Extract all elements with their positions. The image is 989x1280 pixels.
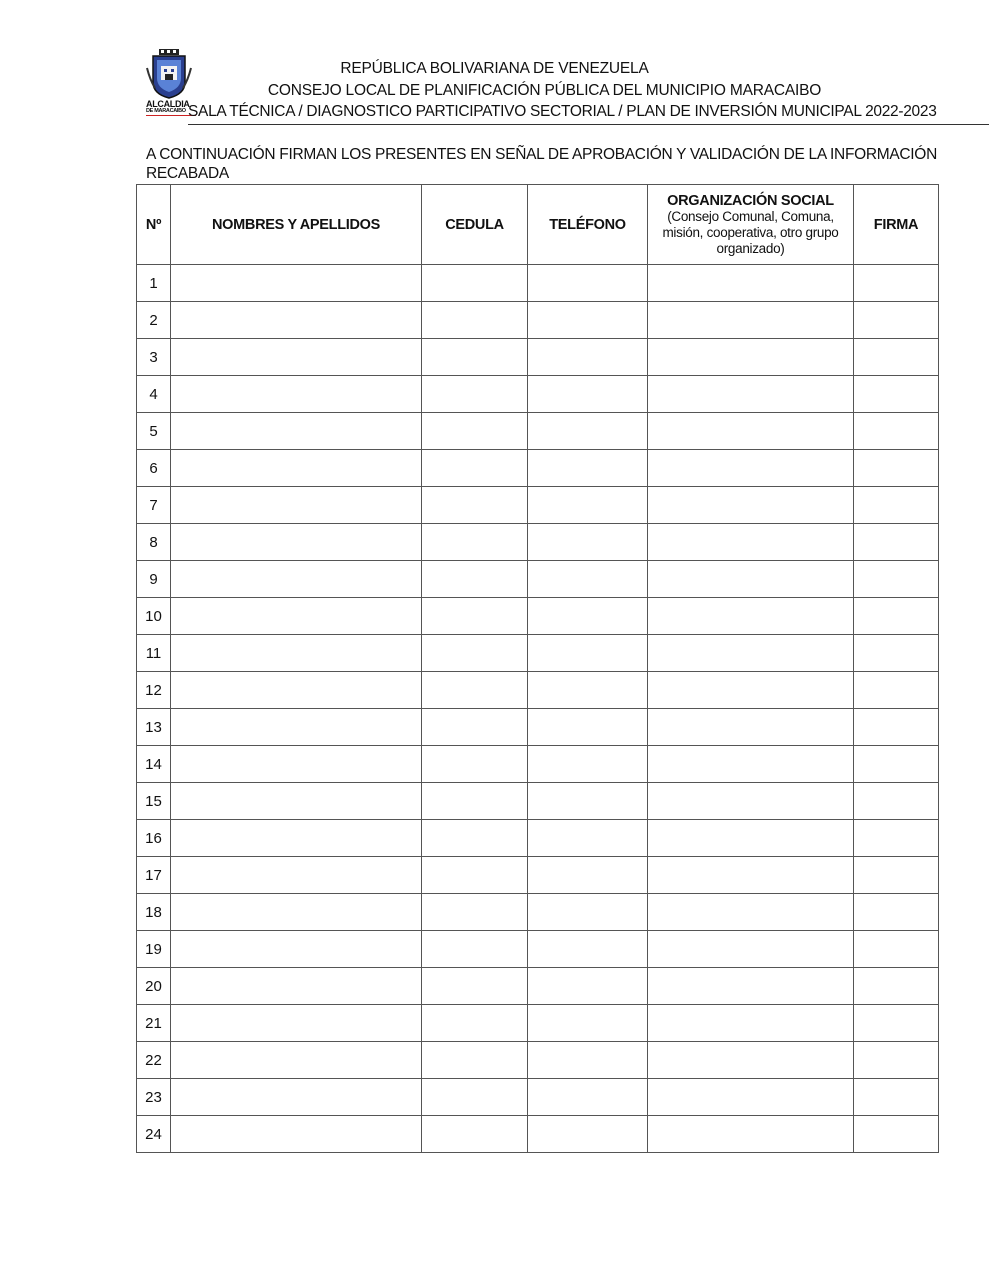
row-number: 14 (137, 746, 171, 783)
cell-org[interactable] (648, 968, 854, 1005)
cell-org[interactable] (648, 820, 854, 857)
cell-names[interactable] (171, 339, 422, 376)
cell-firma[interactable] (854, 598, 939, 635)
cell-cedula[interactable] (422, 1116, 528, 1153)
cell-cedula[interactable] (422, 857, 528, 894)
cell-org[interactable] (648, 894, 854, 931)
cell-cedula[interactable] (422, 1042, 528, 1079)
cell-firma[interactable] (854, 487, 939, 524)
cell-firma[interactable] (854, 894, 939, 931)
cell-org[interactable] (648, 1116, 854, 1153)
table-row (137, 857, 939, 894)
cell-org[interactable] (648, 487, 854, 524)
cell-firma[interactable] (854, 413, 939, 450)
cell-cedula[interactable] (422, 783, 528, 820)
cell-org[interactable] (648, 1079, 854, 1116)
cell-telefono[interactable] (528, 1079, 648, 1116)
cell-telefono[interactable] (528, 561, 648, 598)
cell-telefono[interactable] (528, 524, 648, 561)
cell-names[interactable] (171, 524, 422, 561)
cell-firma[interactable] (854, 672, 939, 709)
cell-org[interactable] (648, 339, 854, 376)
table-row (137, 339, 939, 376)
cell-names[interactable] (171, 894, 422, 931)
cell-telefono[interactable] (528, 820, 648, 857)
intro-text: A CONTINUACIÓN FIRMAN LOS PRESENTES EN SEÑAL DE APROBACIÓN Y VALIDACIÓN DE LA INFORMACIÓN RECABADA (146, 146, 937, 182)
cell-names[interactable] (171, 413, 422, 450)
cell-names[interactable] (171, 265, 422, 302)
col-num-header: Nº (137, 185, 171, 265)
cell-telefono[interactable] (528, 709, 648, 746)
row-number: 1 (137, 265, 171, 302)
cell-names[interactable] (171, 1042, 422, 1079)
table-header-row (137, 185, 939, 265)
row-number: 12 (137, 672, 171, 709)
table-row (137, 820, 939, 857)
cell-org[interactable] (648, 783, 854, 820)
row-number: 20 (137, 968, 171, 1005)
col-org-title: ORGANIZACIÓN SOCIAL (667, 192, 834, 209)
cell-firma[interactable] (854, 1005, 939, 1042)
table-row (137, 598, 939, 635)
row-number: 17 (137, 857, 171, 894)
cell-telefono[interactable] (528, 783, 648, 820)
table-row (137, 487, 939, 524)
row-number: 7 (137, 487, 171, 524)
cell-org[interactable] (648, 931, 854, 968)
cell-telefono[interactable] (528, 894, 648, 931)
cell-names[interactable] (171, 598, 422, 635)
cell-org[interactable] (648, 265, 854, 302)
cell-org[interactable] (648, 450, 854, 487)
cell-cedula[interactable] (422, 931, 528, 968)
cell-org[interactable] (648, 413, 854, 450)
col-org-detail: (Consejo Comunal, Comuna, misión, cooperativa, otro grupo organizado) (662, 208, 839, 256)
cell-org[interactable] (648, 746, 854, 783)
cell-names[interactable] (171, 635, 422, 672)
cell-names[interactable] (171, 561, 422, 598)
cell-org[interactable] (648, 598, 854, 635)
cell-cedula[interactable] (422, 561, 528, 598)
cell-cedula[interactable] (422, 339, 528, 376)
cell-telefono[interactable] (528, 1116, 648, 1153)
table-row (137, 931, 939, 968)
row-number: 8 (137, 524, 171, 561)
row-number: 9 (137, 561, 171, 598)
cell-cedula[interactable] (422, 968, 528, 1005)
cell-telefono[interactable] (528, 1042, 648, 1079)
row-number: 5 (137, 413, 171, 450)
row-number: 16 (137, 820, 171, 857)
table-row (137, 376, 939, 413)
cell-cedula[interactable] (422, 524, 528, 561)
cell-telefono[interactable] (528, 339, 648, 376)
cell-telefono[interactable] (528, 968, 648, 1005)
cell-cedula[interactable] (422, 746, 528, 783)
cell-telefono[interactable] (528, 302, 648, 339)
cell-cedula[interactable] (422, 1005, 528, 1042)
cell-names[interactable] (171, 1116, 422, 1153)
col-org-header (648, 185, 854, 265)
header-line-3: SALA TÉCNICA / DIAGNOSTICO PARTICIPATIVO SECTORIAL / PLAN DE INVERSIÓN MUNICIPAL 2022-2023 (188, 103, 937, 120)
cell-telefono[interactable] (528, 635, 648, 672)
cell-cedula[interactable] (422, 820, 528, 857)
cell-names[interactable] (171, 1005, 422, 1042)
table-row (137, 783, 939, 820)
table-row (137, 635, 939, 672)
row-number: 23 (137, 1079, 171, 1116)
cell-firma[interactable] (854, 265, 939, 302)
cell-telefono[interactable] (528, 265, 648, 302)
cell-cedula[interactable] (422, 302, 528, 339)
cell-firma[interactable] (854, 376, 939, 413)
cell-org[interactable] (648, 709, 854, 746)
cell-cedula[interactable] (422, 1079, 528, 1116)
cell-firma[interactable] (854, 524, 939, 561)
cell-org[interactable] (648, 302, 854, 339)
cell-telefono[interactable] (528, 672, 648, 709)
cell-firma[interactable] (854, 302, 939, 339)
cell-cedula[interactable] (422, 672, 528, 709)
row-number: 21 (137, 1005, 171, 1042)
cell-cedula[interactable] (422, 635, 528, 672)
cell-cedula[interactable] (422, 709, 528, 746)
cell-firma[interactable] (854, 339, 939, 376)
table-row (137, 450, 939, 487)
cell-org[interactable] (648, 376, 854, 413)
col-cedula-header: CEDULA (422, 185, 528, 265)
cell-names[interactable] (171, 672, 422, 709)
cell-cedula[interactable] (422, 265, 528, 302)
row-number: 2 (137, 302, 171, 339)
cell-names[interactable] (171, 1079, 422, 1116)
cell-cedula[interactable] (422, 894, 528, 931)
cell-firma[interactable] (854, 709, 939, 746)
row-number: 13 (137, 709, 171, 746)
cell-telefono[interactable] (528, 857, 648, 894)
cell-telefono[interactable] (528, 376, 648, 413)
row-number: 19 (137, 931, 171, 968)
cell-names[interactable] (171, 302, 422, 339)
cell-telefono[interactable] (528, 931, 648, 968)
cell-telefono[interactable] (528, 598, 648, 635)
cell-org[interactable] (648, 635, 854, 672)
col-telefono-header: TELÉFONO (528, 185, 648, 265)
cell-telefono[interactable] (528, 487, 648, 524)
row-number: 15 (137, 783, 171, 820)
row-number: 18 (137, 894, 171, 931)
cell-telefono[interactable] (528, 1005, 648, 1042)
header-line-2: CONSEJO LOCAL DE PLANIFICACIÓN PÚBLICA DEL MUNICIPIO MARACAIBO (267, 82, 822, 99)
cell-firma[interactable] (854, 1079, 939, 1116)
cell-firma[interactable] (854, 857, 939, 894)
table-row (137, 302, 939, 339)
cell-telefono[interactable] (528, 450, 648, 487)
table-row (137, 561, 939, 598)
table-row (137, 968, 939, 1005)
cell-org[interactable] (648, 1042, 854, 1079)
cell-names[interactable] (171, 820, 422, 857)
cell-org[interactable] (648, 672, 854, 709)
logo-subtitle: DE MARACAIBO (146, 108, 196, 116)
cell-firma[interactable] (854, 783, 939, 820)
cell-names[interactable] (171, 376, 422, 413)
cell-names[interactable] (171, 968, 422, 1005)
table-row (137, 709, 939, 746)
cell-firma[interactable] (854, 1116, 939, 1153)
cell-cedula[interactable] (422, 413, 528, 450)
table-row (137, 1079, 939, 1116)
cell-firma[interactable] (854, 820, 939, 857)
cell-names[interactable] (171, 931, 422, 968)
cell-names[interactable] (171, 709, 422, 746)
cell-firma[interactable] (854, 561, 939, 598)
row-number: 4 (137, 376, 171, 413)
table-row (137, 265, 939, 302)
row-number: 24 (137, 1116, 171, 1153)
row-number: 10 (137, 598, 171, 635)
table-row (137, 1116, 939, 1153)
header-rule (188, 124, 989, 125)
cell-firma[interactable] (854, 931, 939, 968)
cell-names[interactable] (171, 450, 422, 487)
cell-names[interactable] (171, 783, 422, 820)
table-row (137, 1005, 939, 1042)
cell-org[interactable] (648, 561, 854, 598)
cell-cedula[interactable] (422, 450, 528, 487)
col-firma-header: FIRMA (854, 185, 939, 265)
cell-org[interactable] (648, 524, 854, 561)
table-row (137, 672, 939, 709)
table-row (137, 524, 939, 561)
table-row (137, 894, 939, 931)
row-number: 6 (137, 450, 171, 487)
table-row (137, 413, 939, 450)
cell-cedula[interactable] (422, 376, 528, 413)
table-row (137, 746, 939, 783)
row-number: 3 (137, 339, 171, 376)
cell-firma[interactable] (854, 635, 939, 672)
cell-org[interactable] (648, 1005, 854, 1042)
cell-names[interactable] (171, 487, 422, 524)
row-number: 11 (137, 635, 171, 672)
signature-table (136, 184, 939, 1153)
cell-telefono[interactable] (528, 746, 648, 783)
cell-org[interactable] (648, 857, 854, 894)
cell-telefono[interactable] (528, 413, 648, 450)
cell-firma[interactable] (854, 1042, 939, 1079)
cell-names[interactable] (171, 746, 422, 783)
header-line-1: REPÚBLICA BOLIVARIANA DE VENEZUELA (340, 60, 649, 77)
cell-firma[interactable] (854, 968, 939, 1005)
col-names-header: NOMBRES Y APELLIDOS (171, 185, 422, 265)
logo-title: ALCALDIA (146, 99, 190, 109)
cell-cedula[interactable] (422, 598, 528, 635)
row-number: 22 (137, 1042, 171, 1079)
table-row (137, 1042, 939, 1079)
cell-names[interactable] (171, 857, 422, 894)
cell-firma[interactable] (854, 450, 939, 487)
cell-cedula[interactable] (422, 487, 528, 524)
cell-firma[interactable] (854, 746, 939, 783)
table-body (137, 265, 939, 1153)
